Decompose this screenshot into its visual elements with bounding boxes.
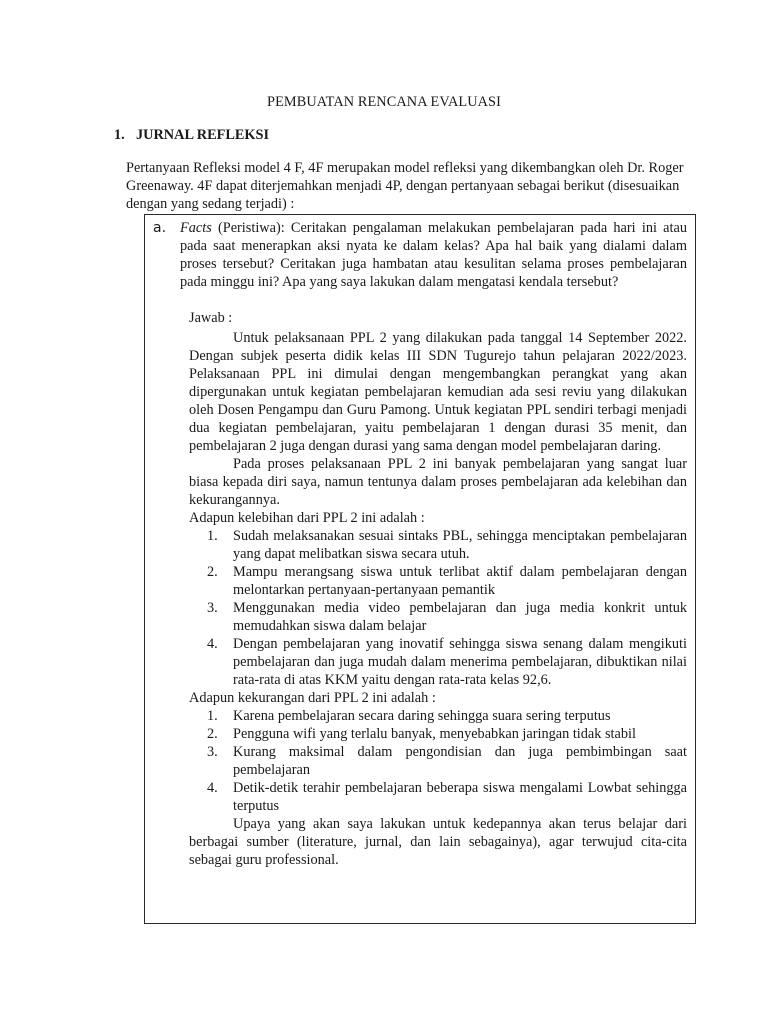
list-item-text: Detik-detik terahir pembelajaran beberapa siswa mengalami Lowbat sehingga terputus [233,780,687,814]
intro-paragraph: Pertanyaan Refleksi model 4 F, 4F merupakan model refleksi yang dikembangkan oleh Dr. Roger Greenaway. 4F dapat diterjemahkan menjadi 4P, dengan pertanyaan sebagai berikut (disesuaikan dengan yang sedang terjadi) : [126,160,684,212]
weaknesses-list [189,707,687,815]
section-title: JURNAL REFLEKSI [136,127,270,143]
section-heading [114,126,269,144]
list-number: 2. [207,726,218,742]
answer-paragraph-3: Upaya yang akan saya lakukan untuk kedepannya akan terus belajar dari berbagai sumber (literature, jurnal, dan lain sebagainya), agar terwujud cita-cita sebagai guru professional. [189,816,687,868]
reflection-box [144,214,696,924]
list-item [207,707,687,725]
list-item [207,635,687,689]
question-text [180,219,687,291]
list-item-text: Kurang maksimal dalam pengondisian dan juga pembimbingan saat pembelajaran [233,744,687,778]
list-item [207,779,687,815]
list-item [207,743,687,779]
facts-term: Facts [180,220,212,236]
list-number: 1. [207,528,218,544]
list-item [207,563,687,599]
list-number: 3. [207,600,218,616]
list-item-text: Dengan pembelajaran yang inovatif sehingga siswa senang dalam mengikuti pembelajaran dan juga mudah dalam menerima pembelajaran, dibuktikan nilai rata-rata di atas KKM yaitu dengan rata-rata kelas 92,6. [233,636,687,688]
section-number: 1. [114,127,125,143]
answer-paragraph-1: Untuk pelaksanaan PPL 2 yang dilakukan pada tanggal 14 September 2022. Dengan subjek peserta didik kelas III SDN Tugurejo tahun pelajaran 2022/2023. Pelaksanaan PPL ini dimulai dengan mengembangkan perangkat yang akan dipergunakan untuk kegiatan pembelajaran kemudian ada sesi reviu yang dilakukan oleh Dosen Pengampu dan Guru Pamong. Untuk kegiatan PPL sendiri terbagi menjadi dua kegiatan pembelajaran, yaitu pembelajaran 1 dengan durasi 35 menit, dan pembelajaran 2 juga dengan durasi yang sama dengan model pembelajaran daring. [189,330,687,454]
list-number: 1. [207,708,218,724]
list-item-text: Mampu merangsang siswa untuk terlibat aktif dalam pembelajaran dengan melontarkan pertanyaan-pertanyaan pemantik [233,564,687,598]
list-marker: a. [153,220,167,236]
list-item-text: Sudah melaksanakan sesuai sintaks PBL, sehingga menciptakan pembelajaran yang dapat melibatkan siswa secara utuh. [233,528,687,562]
answer-label: Jawab : [189,310,233,326]
list-item-text: Pengguna wifi yang terlalu banyak, menyebabkan jaringan tidak stabil [233,726,636,742]
facts-question-body: (Peristiwa): Ceritakan pengalaman melakukan pembelajaran pada hari ini atau pada saat menerapkan aksi nyata ke dalam kelas? Apa hal baik yang dialami dalam proses tersebut? Ceritakan juga hambatan atau kesulitan selama proses pembelajaran pada minggu ini? Apa yang saya lakukan dalam mengatasi kendala tersebut? [180,220,687,290]
list-number: 4. [207,636,218,652]
list-number: 2. [207,564,218,580]
answer-block [189,309,687,869]
list-number: 3. [207,744,218,760]
list-item [207,527,687,563]
list-item [207,725,687,743]
strengths-list [189,527,687,689]
list-item-text: Karena pembelajaran secara daring sehingga suara sering terputus [233,708,611,724]
strengths-heading: Adapun kelebihan dari PPL 2 ini adalah : [189,510,425,526]
answer-paragraph-2: Pada proses pelaksanaan PPL 2 ini banyak pembelajaran yang sangat luar biasa kepada diri saya, namun tentunya dalam proses pembelajaran ada kelebihan dan kekurangannya. [189,456,687,508]
list-item-text: Menggunakan media video pembelajaran dan juga media konkrit untuk memudahkan siswa dalam belajar [233,600,687,634]
facts-question [153,219,687,291]
list-number: 4. [207,780,218,796]
page-title: PEMBUATAN RENCANA EVALUASI [267,94,501,110]
list-item [207,599,687,635]
weaknesses-heading: Adapun kekurangan dari PPL 2 ini adalah : [189,690,436,706]
